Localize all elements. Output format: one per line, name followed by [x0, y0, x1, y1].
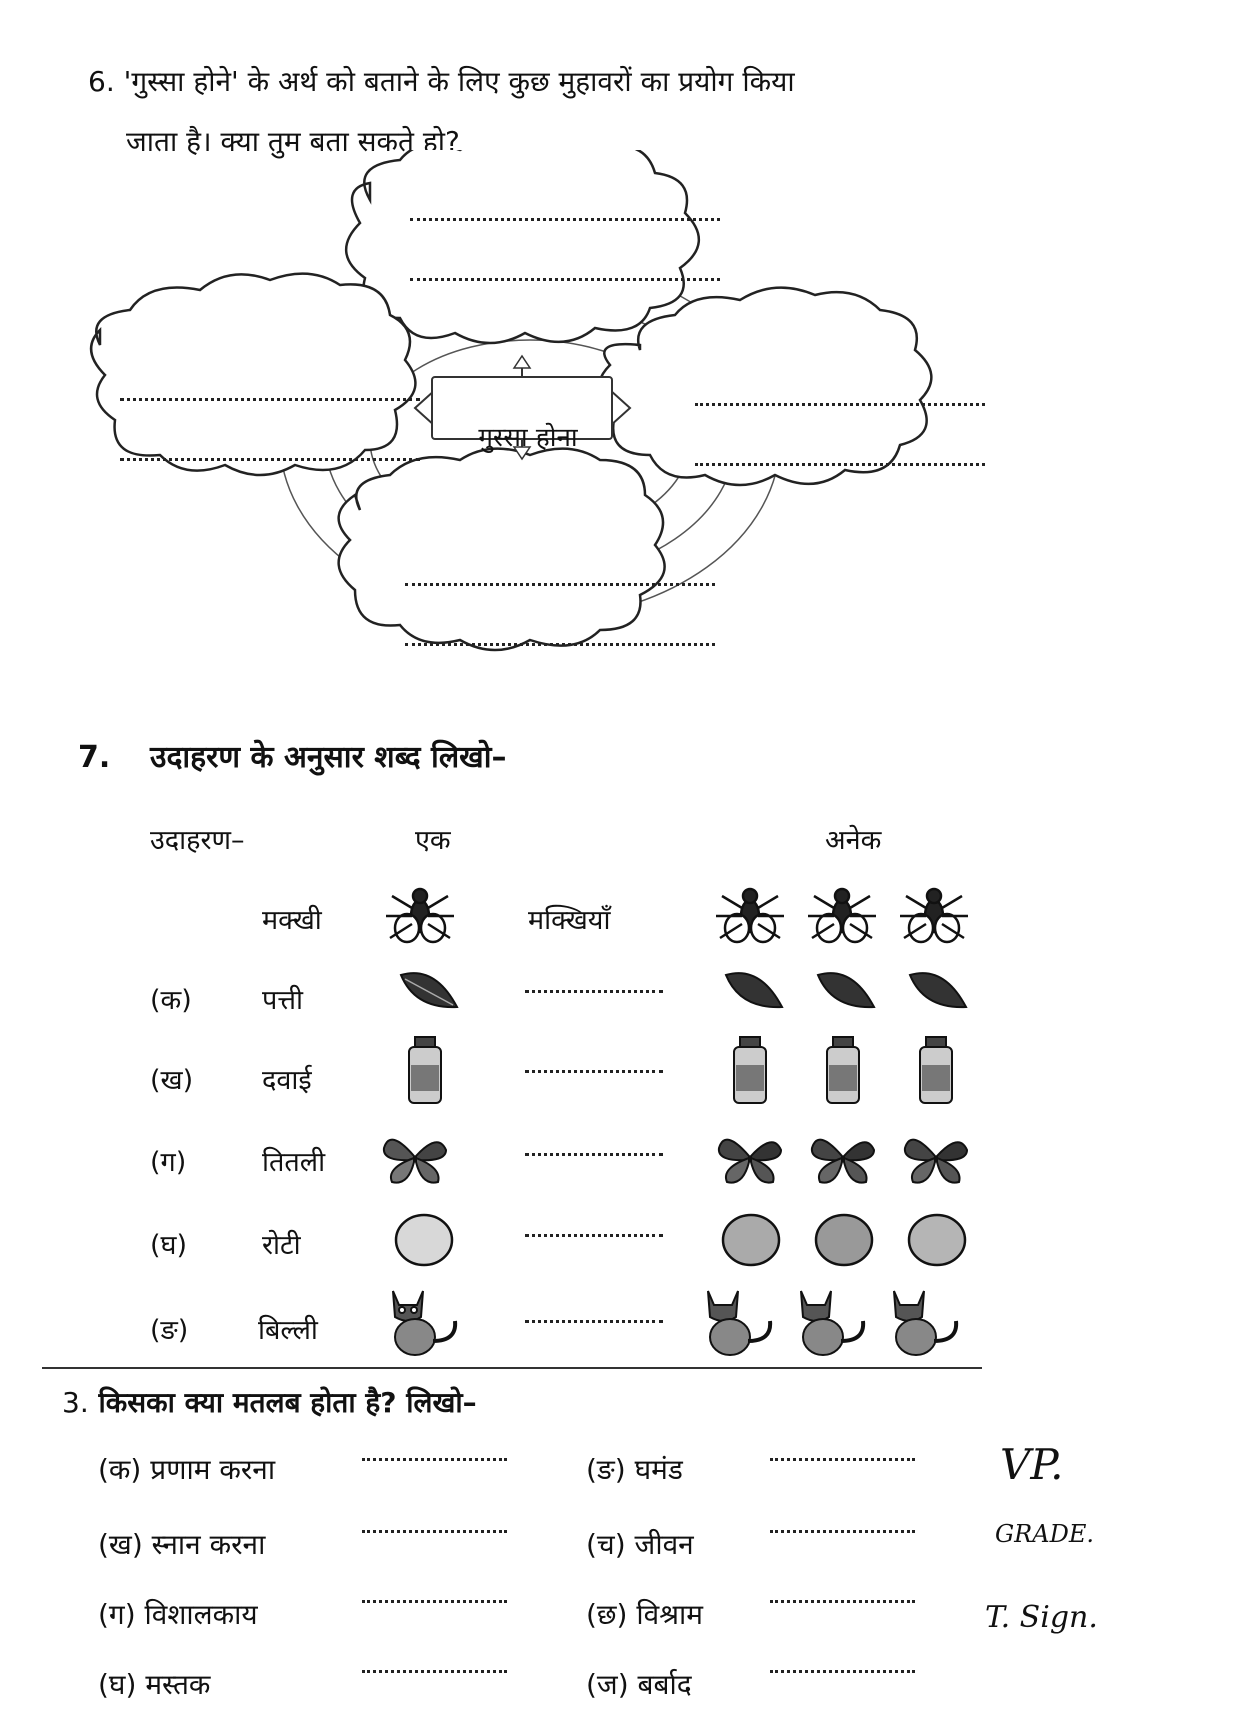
handwritten-grade: GRADE.: [995, 1520, 1094, 1548]
fly-icon: [380, 880, 460, 950]
question-7-title: 7. उदाहरण के अनुसार शब्द लिखो–: [78, 740, 507, 775]
butterflies-icon: [715, 1128, 985, 1188]
meaning-item: (ग) विशालकाय: [98, 1598, 258, 1631]
row-word: बिल्ली: [258, 1315, 318, 1346]
answer-line[interactable]: [362, 1458, 507, 1461]
answer-line[interactable]: [525, 1070, 663, 1073]
answer-line[interactable]: [525, 990, 663, 993]
rotis-icon: [720, 1212, 980, 1268]
center-label: गुस्सा होना: [478, 423, 578, 453]
butterfly-icon: [380, 1128, 450, 1188]
meaning-item: (छ) विश्राम: [586, 1598, 704, 1631]
cloud-left: [91, 274, 415, 475]
example-word: मक्खी: [262, 905, 322, 936]
flies-icon: [710, 880, 980, 950]
answer-line[interactable]: [770, 1458, 915, 1461]
answer-line[interactable]: [770, 1530, 915, 1533]
answer-line[interactable]: [405, 643, 715, 646]
leaf-icon: [395, 965, 465, 1015]
roti-icon: [393, 1212, 457, 1268]
answer-line[interactable]: [362, 1670, 507, 1673]
answer-line[interactable]: [362, 1530, 507, 1533]
meaning-item: (ज) बर्बाद: [586, 1668, 692, 1701]
meaning-item: (च) जीवन: [586, 1528, 694, 1561]
cats-icon: [700, 1285, 985, 1361]
column-many-header: अनेक: [825, 825, 882, 856]
answer-line[interactable]: [405, 583, 715, 586]
example-label: उदाहरण–: [150, 825, 245, 856]
answer-line[interactable]: [362, 1600, 507, 1603]
answer-line[interactable]: [120, 398, 420, 401]
answer-line[interactable]: [695, 463, 985, 466]
question-6-text-line2: जाता है। क्या तुम बता सकते हो?: [126, 125, 460, 158]
row-marker: (क): [150, 985, 192, 1016]
row-marker: (घ): [150, 1230, 188, 1261]
row-marker: (ग): [150, 1147, 187, 1178]
row-word: तितली: [262, 1147, 326, 1178]
answer-line[interactable]: [525, 1234, 663, 1237]
cat-icon: [385, 1285, 465, 1361]
answer-line[interactable]: [525, 1320, 663, 1323]
answer-line[interactable]: [120, 458, 420, 461]
answer-line[interactable]: [410, 218, 720, 221]
cloud-right: [599, 288, 932, 485]
handwritten-vp: VP.: [1000, 1440, 1064, 1489]
row-word: पत्ती: [262, 985, 303, 1016]
row-marker: (ख): [150, 1065, 194, 1096]
answer-line[interactable]: [410, 278, 720, 281]
handwritten-sign: T. Sign.: [985, 1600, 1098, 1635]
cloud-bottom: [339, 449, 665, 650]
answer-line[interactable]: [770, 1670, 915, 1673]
answer-line[interactable]: [695, 403, 985, 406]
question-6-text-line1: 'गुस्सा होने' के अर्थ को बताने के लिए कुछ मुहावरों का प्रयोग किया: [123, 65, 795, 98]
leaves-icon: [720, 965, 990, 1015]
question-6-number: 6.: [88, 65, 115, 98]
row-word: दवाई: [262, 1065, 312, 1096]
answer-line[interactable]: [770, 1600, 915, 1603]
cloud-top: [346, 150, 699, 343]
section-divider: [42, 1367, 982, 1369]
medicine-bottle-icon: [405, 1035, 445, 1107]
meaning-item: (ङ) घमंड: [586, 1453, 683, 1486]
meaning-item: (घ) मस्तक: [98, 1668, 211, 1701]
row-marker: (ङ): [150, 1315, 189, 1346]
row-word: रोटी: [262, 1230, 301, 1261]
column-one-header: एक: [415, 825, 451, 856]
answer-line[interactable]: [525, 1153, 663, 1156]
meaning-item: (ख) स्नान करना: [98, 1528, 266, 1561]
medicine-bottles-icon: [730, 1035, 980, 1107]
question-3-title: 3. किसका क्या मतलब होता है? लिखो–: [62, 1386, 477, 1419]
example-plural: मक्खियाँ: [528, 905, 611, 936]
meaning-item: (क) प्रणाम करना: [98, 1453, 276, 1486]
